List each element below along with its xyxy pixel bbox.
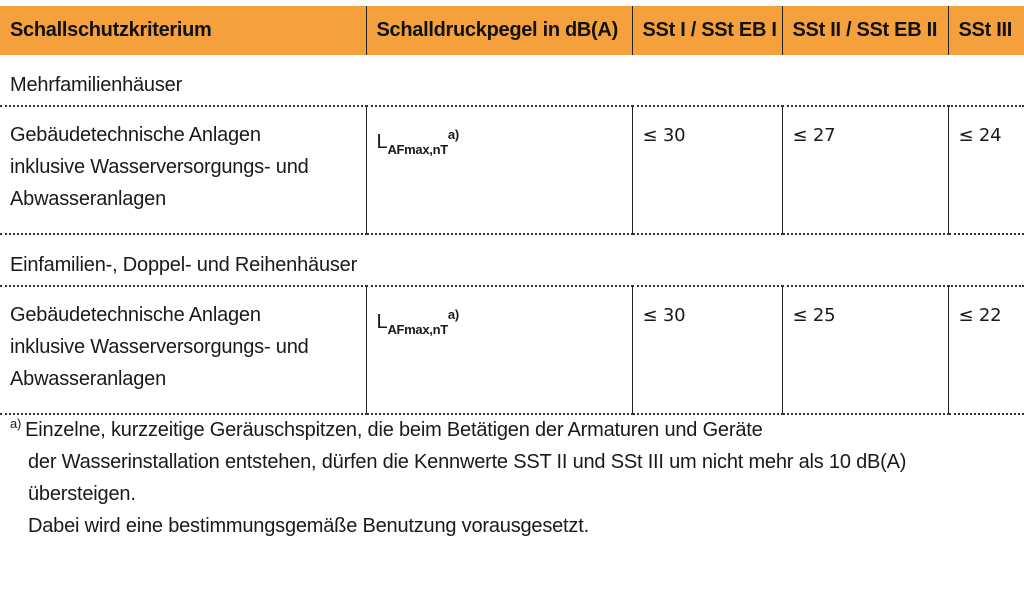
value-sst-2: ≤ 27 bbox=[782, 106, 948, 234]
criterion-line: Abwasseranlagen bbox=[10, 368, 166, 390]
footnote bbox=[10, 408, 1014, 542]
table-row bbox=[0, 106, 1024, 234]
criterion-line: inklusive Wasserversorgungs- und bbox=[10, 336, 309, 358]
level-symbol: L bbox=[376, 131, 388, 153]
header-sound-level: Schalldruckpegel in dB(A) bbox=[366, 6, 632, 55]
header-sst-3: SSt III bbox=[948, 6, 1024, 55]
table-header-row bbox=[0, 6, 1024, 55]
criterion-line: Abwasseranlagen bbox=[10, 188, 166, 210]
criterion-cell bbox=[0, 106, 366, 234]
footnote-mark: a) bbox=[10, 416, 22, 431]
header-sst-1: SSt I / SSt EB I bbox=[632, 6, 782, 55]
footnote-reference: a) bbox=[447, 307, 460, 322]
value-sst-3: ≤ 24 bbox=[948, 106, 1024, 234]
level-subscript: AFmax,nT bbox=[387, 322, 448, 337]
group-row-single-family bbox=[0, 234, 1024, 286]
value-sst-3: ≤ 22 bbox=[948, 286, 1024, 414]
group-title: Mehrfamilienhäuser bbox=[0, 55, 1024, 106]
criterion-cell bbox=[0, 286, 366, 414]
group-row-multi-family bbox=[0, 55, 1024, 106]
value-sst-1: ≤ 30 bbox=[632, 286, 782, 414]
value-sst-1: ≤ 30 bbox=[632, 106, 782, 234]
criterion-line: inklusive Wasserversorgungs- und bbox=[10, 156, 309, 178]
header-criterion: Schallschutzkriterium bbox=[0, 6, 366, 55]
footnote-line: Dabei wird eine bestimmungsgemäße Benutzung vorausgesetzt. bbox=[28, 515, 589, 537]
header-sst-2: SSt II / SSt EB II bbox=[782, 6, 948, 55]
footnote-line: der Wasserinstallation entstehen, dürfen die Kennwerte SST II und SSt III um nicht mehr als 10 dB(A) übersteigen. bbox=[28, 451, 907, 505]
footnote-reference: a) bbox=[447, 127, 460, 142]
sound-protection-table bbox=[0, 6, 1024, 415]
table-row bbox=[0, 286, 1024, 414]
level-symbol: L bbox=[376, 311, 388, 333]
criterion-line: Gebäudetechnische Anlagen bbox=[10, 304, 261, 326]
sound-level-cell bbox=[366, 106, 632, 234]
group-title: Einfamilien-, Doppel- und Reihenhäuser bbox=[0, 234, 1024, 286]
level-subscript: AFmax,nT bbox=[387, 142, 448, 157]
value-sst-2: ≤ 25 bbox=[782, 286, 948, 414]
footnote-line: $^{a)}$ Einzelne, kurzzeitige Geräuschspitzen, die beim Betätigen der Armaturen und Geräte bbox=[10, 416, 763, 441]
criterion-line: Gebäudetechnische Anlagen bbox=[10, 124, 261, 146]
sound-level-cell bbox=[366, 286, 632, 414]
